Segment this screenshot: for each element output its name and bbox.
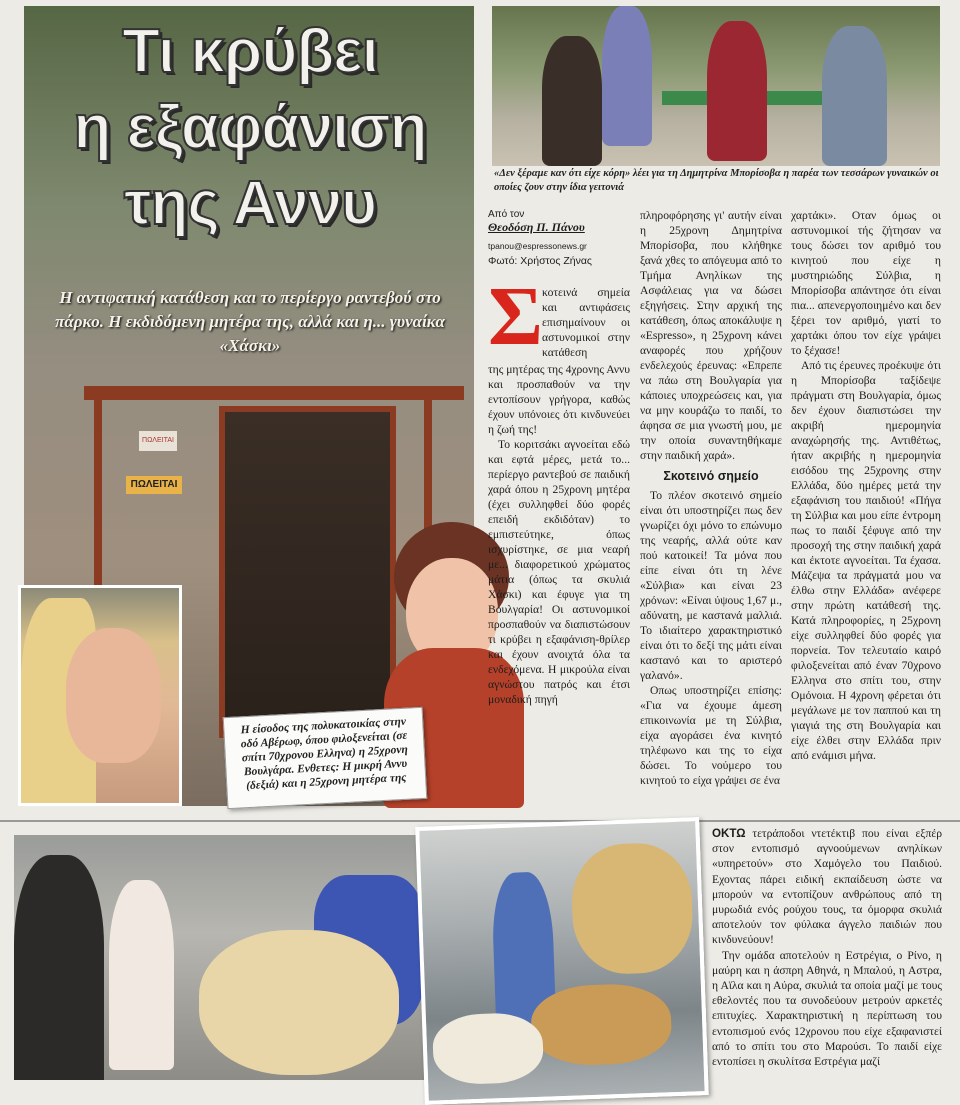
neighbours-photo bbox=[492, 6, 940, 166]
byline-author: Θεοδόση Π. Πάνου bbox=[488, 220, 585, 234]
headline-line-3: της Αννυ bbox=[123, 169, 377, 238]
byline-from: Από τον bbox=[488, 209, 525, 220]
headline-line-1: Τι κρύβει bbox=[122, 17, 378, 86]
dog-and-child-photo bbox=[14, 835, 426, 1080]
article-paragraph-4: Το πλέον σκοτεινό σημείο είναι ότι υποστηρίζει πως δεν γνωρίζει όχι μόνο το επώνυμο της νεαρής, αλλά ούτε καν πού κατοικεί! Τα μόνα που είπε είναι ότι τη λένε «Σύλβια» και είναι 23 χρόνων: «Είναι ύψους 1,67 μ., αδύνατη, με καστανά μαλλιά. Το ιδιαίτερο χαρακτηριστικό είναι ότι το δεξί της μάτι είναι καστανό και το αριστερό γαλανό». bbox=[640, 489, 782, 682]
photo-credit: Φωτό: Χρήστος Ζήνας bbox=[488, 255, 592, 267]
drop-cap: Σ bbox=[488, 270, 543, 363]
article-paragraph-6: χαρτάκι». Οταν όμως οι αστυνομικοί τής ζήτησαν να τους δώσει τον αριθμό του κινητού που είχε η μυστηριώδης Σύλβια, η Μπορίσοβα απάντησε ότι είναι πια... απενεργοποιημένο και δεν ξέρει τον αριθμό, γιατί το χαρτάκι όπου τον είχε γράψει το ξέχασε! bbox=[791, 209, 941, 357]
door-frame-beam bbox=[84, 386, 464, 400]
sidebar-lead: ΟΚΤΩ bbox=[712, 827, 746, 840]
portrait-face bbox=[66, 628, 161, 763]
woman-2 bbox=[602, 6, 652, 146]
sidebar-column bbox=[712, 826, 942, 1069]
hero-photo-caption: Η είσοδος της πολυκατοικίας στην οδό Αβέρωφ, όπου φιλοξενείται (σε σπίτι 70χρονου Ελληνα) η 25χρονη Βουλγάρα. Ενθετες: Η μικρή Αννυ (δεξιά) και η 25χρονη μητέρα της bbox=[223, 707, 428, 809]
byline-email[interactable]: tpanou@espressonews.gr bbox=[488, 241, 587, 251]
article-column-2 bbox=[640, 208, 782, 788]
for-sale-sign: ΠΩΛΕΙΤΑΙ bbox=[139, 431, 177, 451]
search-dogs-photo bbox=[415, 817, 709, 1105]
white-labrador bbox=[432, 1012, 544, 1086]
article-intro-wrap: κοτεινά σημεία και αντιφάσεις επισημαίνουν οι αστυνομικοί στην κατάθεση bbox=[542, 286, 630, 359]
article-column-3 bbox=[791, 208, 941, 763]
byline bbox=[488, 208, 638, 268]
article-column-1 bbox=[488, 362, 630, 707]
sidebar-paragraph-2: Την ομάδα αποτελούν η Εστρέγια, ο Ρίνο, η μαύρη και η άσπρη Αθηνά, η Μπαλού, η Αστρα, η Αϊλα και η Αύρα, σκυλιά τα οποία μαζί με τους εθελοντές που τα συνοδεύουν μετρούν αρκετές επιτυχίες. Χαρακτηριστική η περίπτωση του εντοπισμού ενός 12χρονου που είχε εξαφανιστεί από το σπίτι του στο Μαρούσι. Το παιδί είχε εντοπίσει η σκυλίτσα Εστρέγια μαζί bbox=[712, 948, 942, 1069]
woman-3 bbox=[707, 21, 767, 161]
article-paragraph-2: Το κοριτσάκι αγνοείται εδώ και εφτά μέρες, μετά το... περίεργο ραντεβού σε παιδική χαρά όπου η 25χρονη μητέρα (έχει συλληφθεί δύο φορές επειδή εκδιδόταν) το εμπιστεύτηκε, όπως ισχυρίστηκε, σε μια νεαρή με... διαφορετικού χρώματος μάτια (όπως τα σκυλιά Χάσκι) και έφυγε για τη Βουλγαρία! Οι αστυνομικοί προσπαθούν να διαπιστώσουν τι κρύβει η εξαφάνιση-θρίλερ και έχουν ανοιχτά όλα τα ενδεχόμενα. Η μικρούλα είναι αγνώστου πατρός και έτσι μοναδική πηγή bbox=[488, 438, 630, 706]
toddler-silhouette bbox=[109, 880, 174, 1070]
woman-4 bbox=[822, 26, 887, 166]
article-paragraph-3: πληροφόρησης γι' αυτήν είναι η 25χρονη Δημητρίνα Μπορίσοβα, που κλήθηκε ξανά χθες το απόγευμα από το Τμήμα Ανηλίκων της Ασφάλειας για να δώσει εξηγήσεις. Στην αρχική της κατάθεση, όπως αποκάλυψε η «Espresso», η 25χρονη κάνει αναφορές που χρήζουν ενδελεχούς έρευνας: «Επρεπε να πάω στη Βουλγαρία για κάποιες υποχρεώσεις και, για να μην κουράζω το παιδί, το άφησα σε μια γνωστή μου, με την οποία συναντηθήκαμε στην παιδική χαρά». bbox=[640, 209, 782, 462]
article-subtitle: Σκοτεινό σημείο bbox=[663, 469, 759, 483]
for-sale-sign-yellow: ΠΩΛΕΙΤΑΙ bbox=[126, 476, 182, 494]
neighbours-photo-caption: «Δεν ξέραμε καν ότι είχε κόρη» λέει για τη Δημητρίνα Μπορίσοβα η παρέα των τεσσάρων γυναικών οι οποίες ζουν στην ίδια γειτονιά bbox=[494, 168, 939, 193]
golden-retriever-2 bbox=[530, 982, 673, 1067]
entrance-door bbox=[219, 406, 396, 738]
woman-silhouette bbox=[14, 855, 104, 1080]
subheadline: Η αντιφατική κατάθεση και το περίεργο ραντεβού στο πάρκο. Η εκδιδόμενη μητέρα της, αλλά και η... γυναίκα «Χάσκι» bbox=[55, 288, 445, 355]
golden-retriever-1 bbox=[570, 841, 694, 975]
golden-dog bbox=[199, 930, 399, 1075]
sidebar-paragraph-1: τετράποδοι ντετέκτιβ που είναι εξπέρ στον εντοπισμό αγνοούμενων ανηλίκων «υπηρετούν» στο Χαμόγελο του Παιδιού. Εχοντας πάρει ειδική εκπαίδευση ώστε να μπορούν να εντοπίζουν ανθρώπους από τη μυρωδιά ενός ρούχου τους, τα όμορφα σκυλιά αποτελούν τον φύλακα άγγελο παιδιών που κινδυνεύουν! bbox=[712, 827, 942, 947]
headline-line-2: η εξαφάνιση bbox=[73, 93, 427, 162]
section-divider bbox=[0, 820, 960, 822]
woman-1 bbox=[542, 36, 602, 166]
article-intro-rest: της μητέρας της 4χρονης Αννυ και προσπαθούν να την εντοπίσουν γρήγορα, καθώς έχουν υπόνοιες ότι κινδυνεύει η ζωή της! bbox=[488, 363, 630, 436]
mother-portrait-photo bbox=[18, 585, 182, 806]
headline bbox=[30, 14, 470, 242]
article-paragraph-5: Οπως υποστηρίζει επίσης: «Για να έχουμε άμεση επικοινωνία με τη Σύλβια, είχα αγοράσει ένα κινητό τηλέφωνο και της το είχα δώσει. Το νούμερο του κινητού το είχα γράψει σε ένα bbox=[640, 684, 782, 787]
article-paragraph-7: Από τις έρευνες προέκυψε ότι η Μπορίσοβα ταξίδεψε πράγματι στη Βουλγαρία, όμως δεν έχουν διαπιστώσει την ακριβή ημερομηνία αναχώρησής της. Αντιθέτως, ήταν ακριβής η ημερομηνία εισόδου της 25χρονης στην Ελλάδα, δύο ημέρες μετά την εξαφάνιση του παιδιού! «Πήγα τη Σύλβια και μου είπε έντρομη πως το παιδί ξέφυγε από την προσοχή της στην παιδική χαρά και έκτοτε αγνοείται. Τα έχασα. Μάζεψα τα πράγματά μου να έλθω στην Ελλάδα» ανέφερε στην πρώτη κατάθεσή της. Κατά πληροφορίες, η 25χρονη είχε συλληφθεί δύο φορές για πορνεία. Τον τελευταίο καιρό φιλοξενείται από έναν 70χρονο Ελληνα στο σπίτι του, στην Ομόνοια. Η 4χρονη φέρεται ότι μεγάλωνε με τον παππού και τη γιαγιά της στη Βουλγαρία και είχε έλθει στην Ελλάδα πριν από ενάμισι μήνα. bbox=[791, 359, 941, 762]
